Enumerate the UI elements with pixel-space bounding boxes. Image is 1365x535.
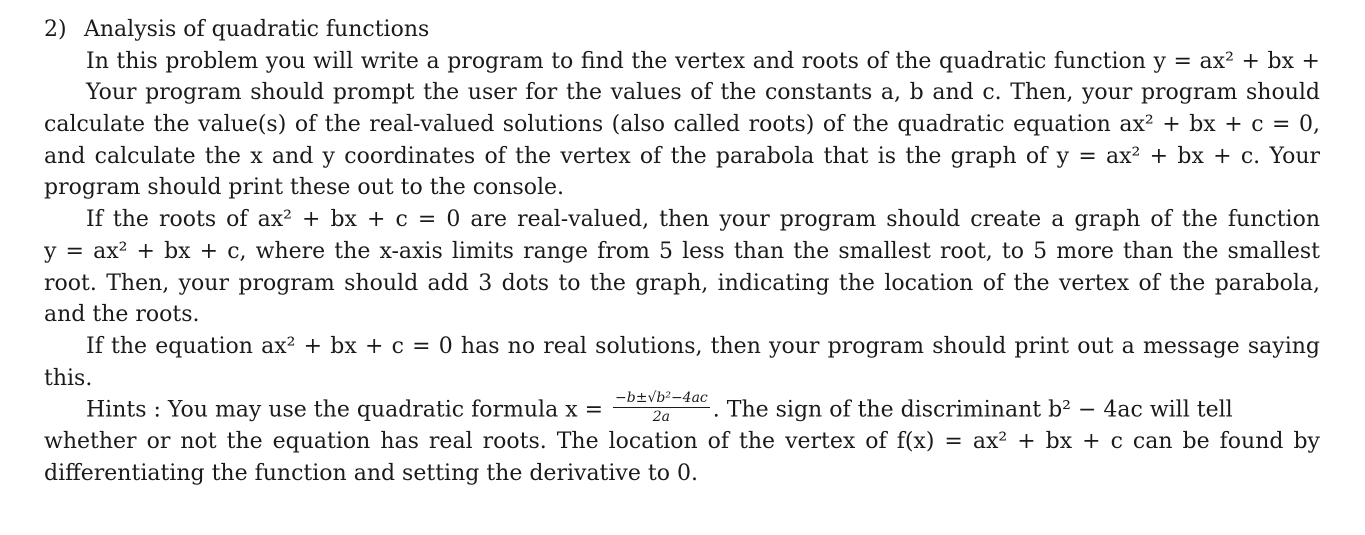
formula-numerator: −b±√b²−4ac bbox=[615, 390, 708, 407]
hints-line bbox=[44, 390, 1320, 426]
problem-heading bbox=[44, 14, 1320, 46]
hints-line: differentiating the function and setting the derivative to 0. bbox=[44, 460, 698, 486]
formula-denominator: 2a bbox=[652, 409, 671, 426]
paragraph-line: calculate the value(s) of the real-valued solutions (also called roots) of the quadratic equation ax² + bx + c = 0, bbox=[44, 112, 1320, 138]
paragraph-line: this. bbox=[44, 365, 93, 391]
problem-document bbox=[44, 14, 1320, 489]
hints-text-pre: Hints : You may use the quadratic formula x = bbox=[86, 397, 604, 423]
paragraph-line: If the equation ax² + bx + c = 0 has no real solutions, then your program should print out a message saying bbox=[86, 333, 1320, 359]
paragraph-line: root. Then, your program should add 3 dots to the graph, indicating the location of the vertex of the parabola, bbox=[44, 270, 1320, 296]
paragraph-line: If the roots of ax² + bx + c = 0 are real-valued, then your program should create a graph of the function bbox=[86, 207, 1320, 233]
paragraph-line: program should print these out to the console. bbox=[44, 175, 565, 201]
paragraph-line: In this problem you will write a program to find the vertex and roots of the quadratic function y = ax² + bx + bbox=[86, 48, 1320, 74]
hints-text-post: . The sign of the discriminant b² − 4ac will tell bbox=[712, 397, 1233, 423]
problem-number: 2) bbox=[44, 17, 67, 42]
problem-title: Analysis of quadratic functions bbox=[84, 17, 430, 42]
hints-line: whether or not the equation has real roots. The location of the vertex of f(x) = ax² + bx + c can be found by bbox=[44, 428, 1320, 454]
paragraph-line: and the roots. bbox=[44, 302, 200, 328]
paragraph-line: y = ax² + bx + c, where the x-axis limits range from 5 less than the smallest root, to 5 more than the smallest bbox=[44, 238, 1320, 264]
paragraph-line: Your program should prompt the user for the values of the constants a, b and c. Then, your program should bbox=[86, 80, 1320, 106]
paragraph-line: and calculate the x and y coordinates of the vertex of the parabola that is the graph of y = ax² + bx + c. Your bbox=[44, 143, 1320, 169]
quadratic-formula bbox=[613, 391, 710, 424]
